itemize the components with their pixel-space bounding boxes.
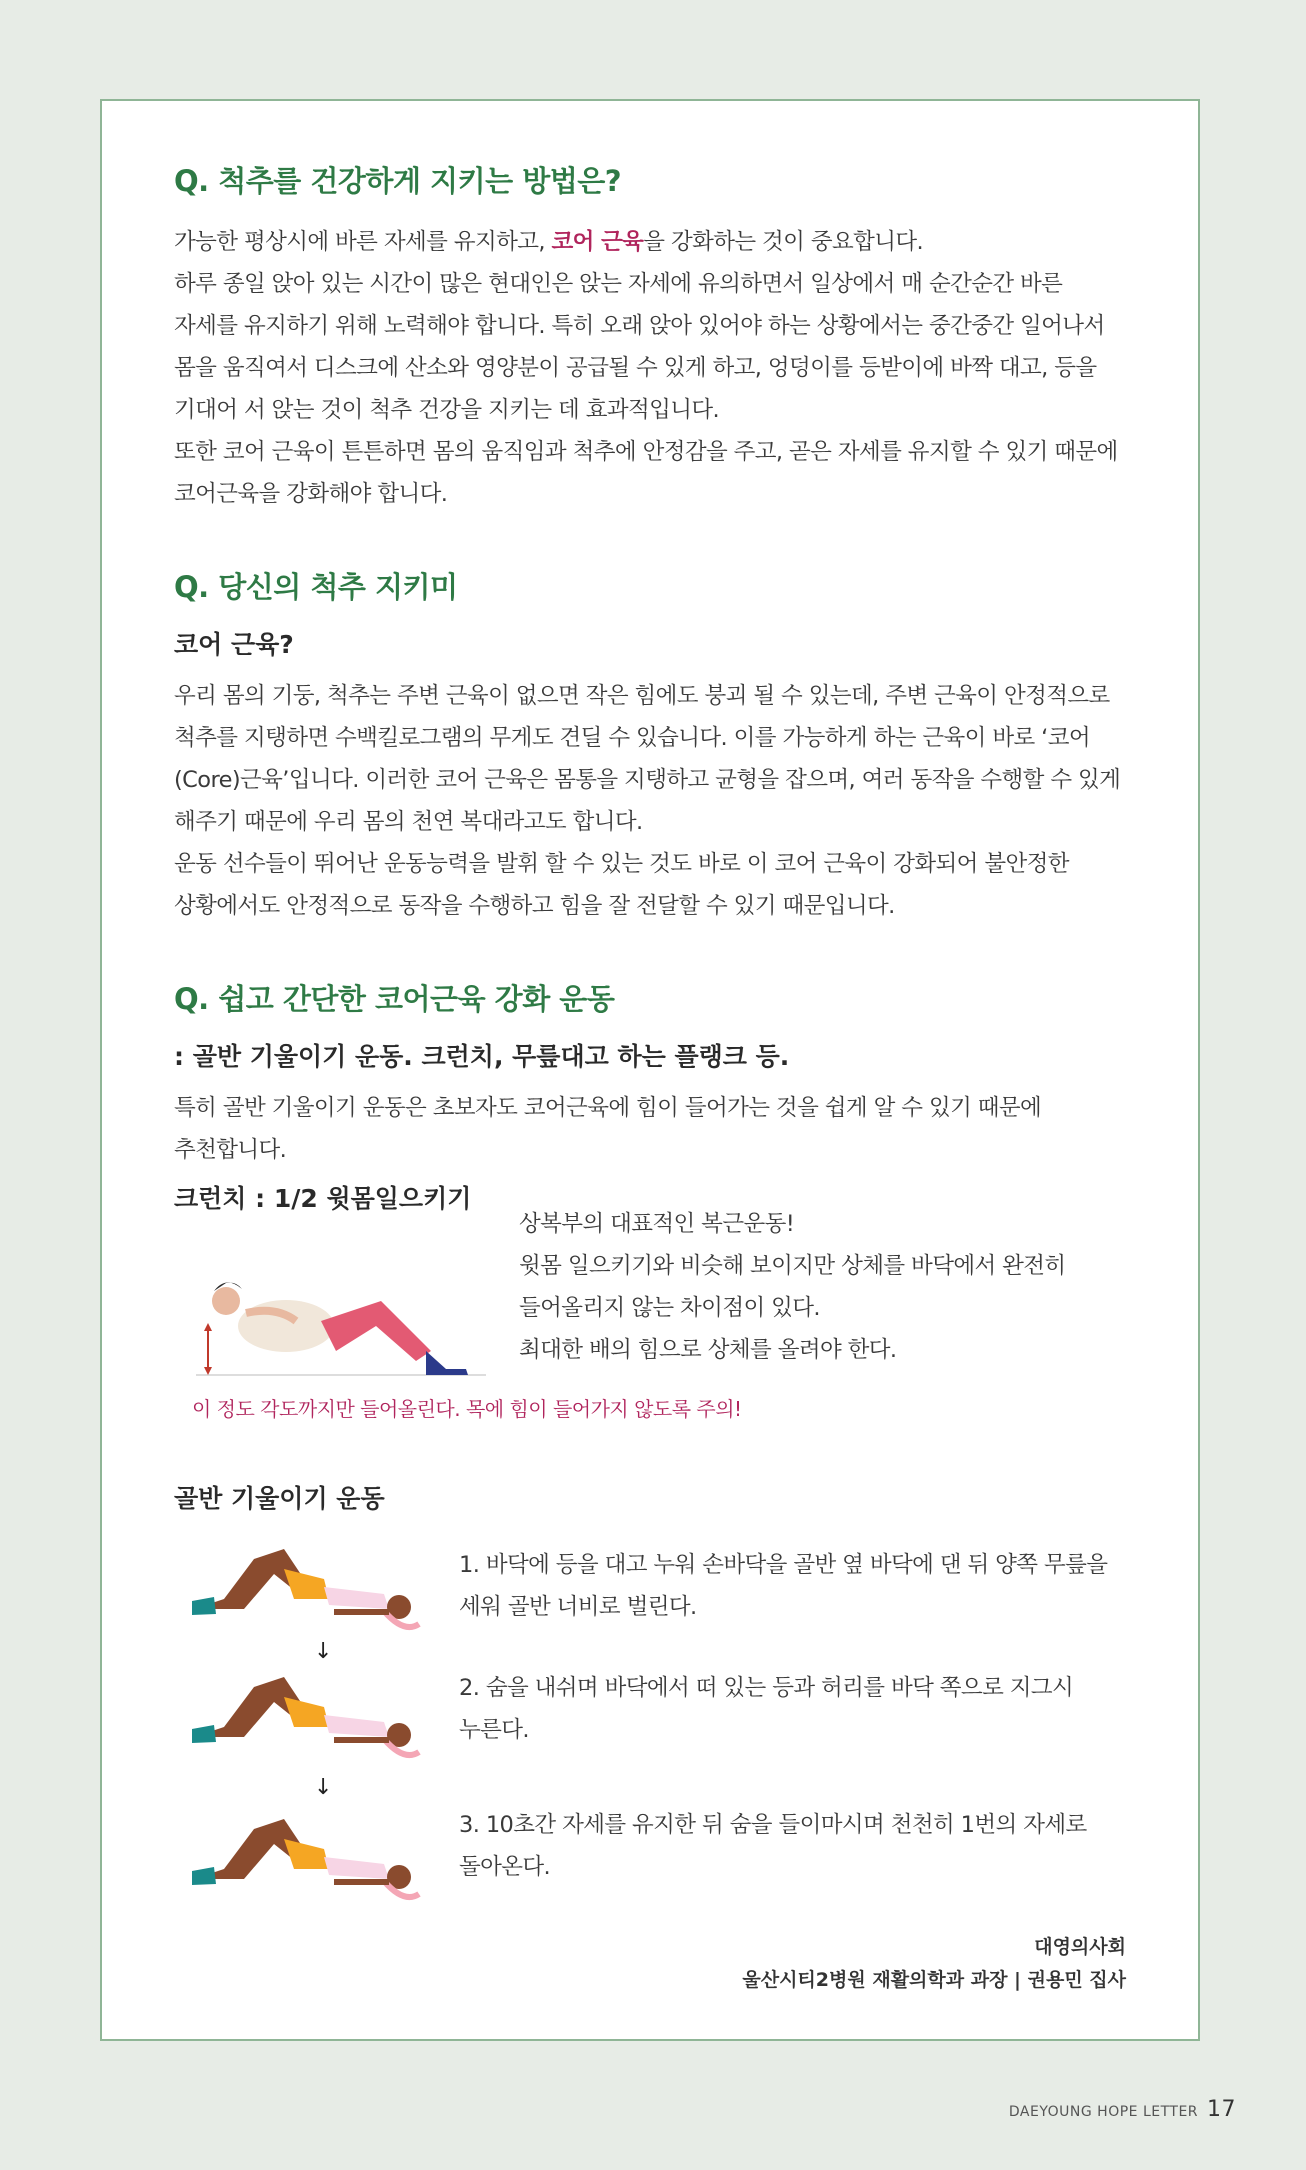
section-core-exercise [174,979,1131,1939]
signature-author: 울산시티2병원 재활의학과 과장 | 권용민 집사 [742,1969,1126,1991]
author-signature [742,1931,1126,1997]
highlight-text: 코어 근육 [551,229,644,255]
signature-org: 대영의사회 [1034,1936,1126,1958]
pelvic-step-1-text: 1. 바닥에 등을 대고 누워 손바닥을 골반 옆 바닥에 댄 뒤 양쪽 무릎을 세워 골반 너비로 벌린다. [459,1552,1108,1620]
section-spine-health [174,161,1131,515]
pelvic-steps [174,1539,1131,1939]
crunch-description [519,1203,1134,1371]
page-number: 17 [1207,2097,1236,2122]
pelvic-title: 골반 기울이기 운동 [174,1484,385,1513]
crunch-illustration [186,1251,496,1381]
article-card [100,99,1200,2041]
paragraph: 하루 종일 앉아 있는 시간이 많은 현대인은 앉는 자세에 유의하면서 일상에서 매 순간순간 바른 자세를 유지하기 위해 노력해야 합니다. 특히 오래 앉아 있어야 하는 상황에서는 중간중간 일어나서 몸을 움직여서 디스크에 산소와 영양분이 공급될 수 있게 하고, 엉덩이를 등받이에 바짝 대고, 등을 기대어 서 앉는 것이 척추 건강을 지키는 데 효과적입니다. [174,271,1105,423]
crunch-desc-line: 상복부의 대표적인 복근운동! [519,1211,795,1237]
crunch-desc-line: 윗몸 일으키기와 비슷해 보이지만 상체를 바닥에서 완전히 들어올리지 않는 차이점이 있다. [519,1253,1066,1321]
section-subtitle: 코어 근육? [174,630,294,659]
section-subtitle: : 골반 기울이기 운동. 크런치, 무릎대고 하는 플랭크 등. [174,1042,790,1071]
pelvic-step-3-text: 3. 10초간 자세를 유지한 뒤 숨을 들이마시며 천천히 1번의 자세로 돌아온다. [459,1812,1087,1880]
crunch-block [174,1181,1131,1421]
down-arrow-icon: ↓ [314,1639,333,1664]
article-content [174,161,1131,1939]
paragraph: 또한 코어 근육이 튼튼하면 몸의 움직임과 척추에 안정감을 주고, 곧은 자세를 유지할 수 있기 때문에 코어근육을 강화해야 합니다. [174,439,1118,507]
section-core-muscle [174,567,1131,927]
crunch-caption: 이 정도 각도까지만 들어올린다. 목에 힘이 들어가지 않도록 주의! [192,1397,742,1421]
pelvic-step-3-illustration [184,1809,424,1909]
text-span: 을 강화하는 것이 중요합니다. [643,229,924,255]
paragraph: 운동 선수들이 뛰어난 운동능력을 발휘 할 수 있는 것도 바로 이 코어 근육이 강화되어 불안정한 상황에서도 안정적으로 동작을 수행하고 힘을 잘 전달할 수 있기 때문입니다. [174,851,1069,919]
paragraph: 우리 몸의 기둥, 척추는 주변 근육이 없으면 작은 힘에도 붕괴 될 수 있는데, 주변 근육이 안정적으로 척추를 지탱하면 수백킬로그램의 무게도 견딜 수 있습니다. 이를 가능하게 하는 근육이 바로 ‘코어(Core)근육’입니다. 이러한 코어 근육은 몸통을 지탱하고 균형을 잡으며, 여러 동작을 수행할 수 있게 해주기 때문에 우리 몸의 천연 복대라고도 합니다. [174,683,1121,835]
pelvic-step-1-illustration [184,1539,424,1639]
text-span: 가능한 평상시에 바른 자세를 유지하고, [174,229,552,255]
pelvic-step-2-text: 2. 숨을 내쉬며 바닥에서 떠 있는 등과 허리를 바닥 쪽으로 지그시 누른다. [459,1675,1074,1743]
section-title: Q. 당신의 척추 지키미 [174,570,458,604]
paragraph: 특히 골반 기울이기 운동은 초보자도 코어근육에 힘이 들어가는 것을 쉽게 알 수 있기 때문에 추천합니다. [174,1095,1042,1163]
section-title: Q. 척추를 건강하게 지키는 방법은? [174,164,622,198]
section-title: Q. 쉽고 간단한 코어근육 강화 운동 [174,982,615,1016]
down-arrow-icon: ↓ [314,1775,333,1800]
page-footer [1009,2097,1236,2122]
pelvic-step-2-illustration [184,1667,424,1767]
footer-label: DAEYOUNG HOPE LETTER [1008,2104,1199,2120]
crunch-desc-line: 최대한 배의 힘으로 상체를 올려야 한다. [519,1337,897,1363]
paragraph [174,221,1131,263]
crunch-title: 크런치 : 1/2 윗몸일으키기 [174,1184,472,1213]
